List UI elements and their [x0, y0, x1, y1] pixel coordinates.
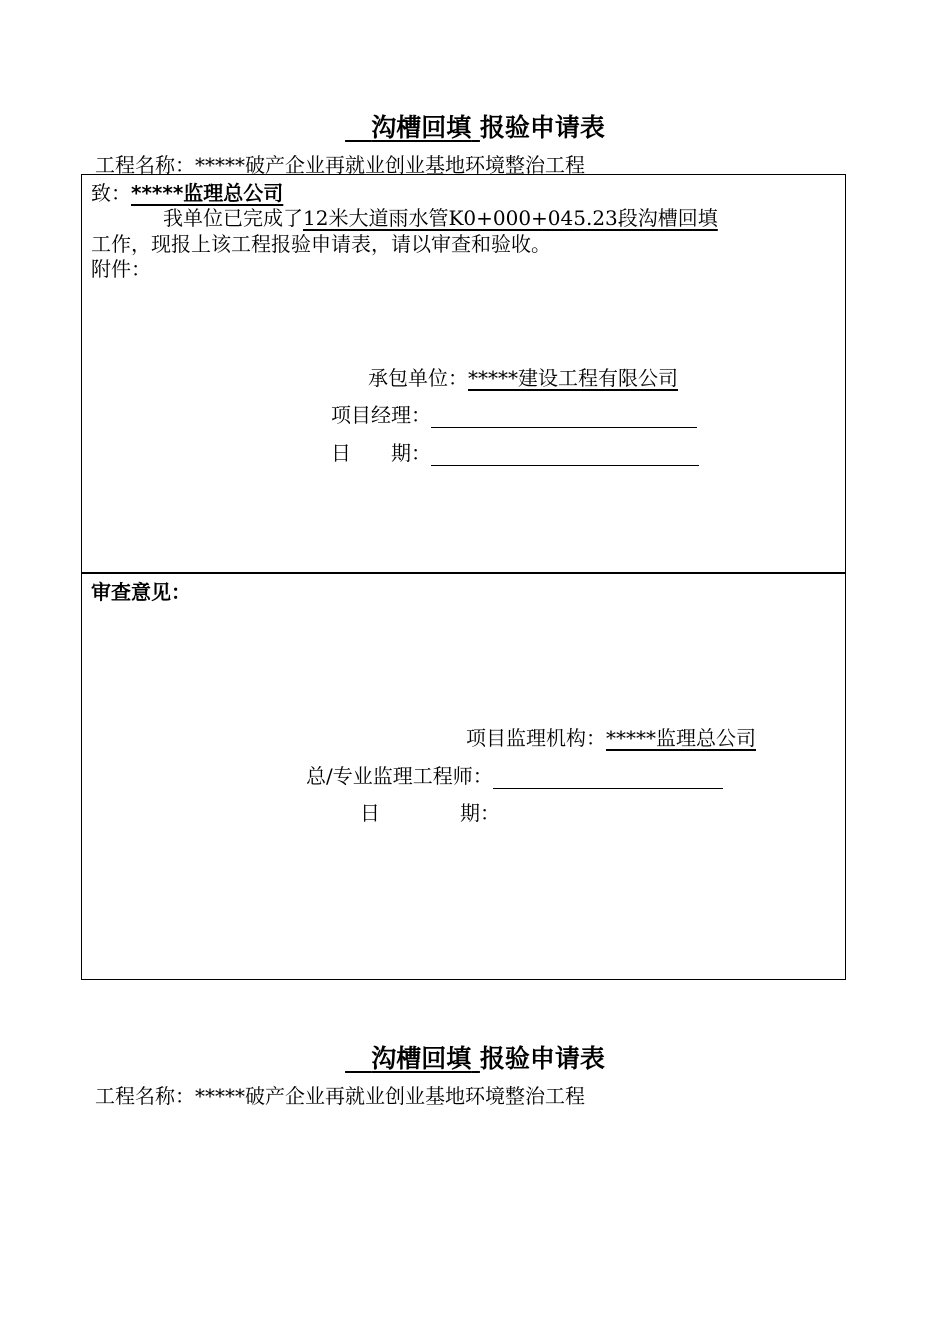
review-label: 审查意见： [91, 580, 191, 604]
manager-signature-line [431, 407, 697, 428]
form-title-suffix: 报验申请表 [479, 113, 605, 142]
contractor-line [368, 362, 678, 391]
contractor-label: 承包单位： [368, 366, 468, 390]
to-value: *****监理总公司 [131, 181, 284, 205]
date-line [331, 437, 699, 466]
review-section [81, 572, 846, 980]
date-label: 日 期： [331, 441, 431, 465]
body-line1-prefix: 我单位已完成了 [163, 206, 303, 230]
to-label: 致： [91, 181, 131, 205]
project-label-2: 工程名称： [95, 1084, 195, 1108]
form-title [0, 108, 950, 144]
form-title-prefix: 沟槽回填 [371, 113, 472, 142]
date-signature-line [431, 445, 699, 466]
engineer-line [306, 760, 723, 789]
project-label: 工程名称： [95, 153, 195, 177]
body-line-1 [163, 202, 718, 231]
work-description: 12米大道雨水管K0+000+045.23段沟槽回填 [303, 206, 718, 230]
application-section [81, 174, 846, 574]
manager-label: 项目经理： [331, 403, 431, 427]
form-title-2 [0, 1039, 950, 1075]
contractor-value: *****建设工程有限公司 [468, 366, 678, 390]
project-name-2: *****破产企业再就业创业基地环境整治工程 [195, 1084, 585, 1108]
review-date-label: 日 期： [360, 801, 500, 825]
engineer-label: 总/专业监理工程师： [306, 764, 493, 788]
form-title-2-suffix: 报验申请表 [479, 1044, 605, 1073]
body-line-2: 工作，现报上该工程报验申请表，请以审查和验收。 [91, 232, 551, 256]
engineer-signature-line [493, 768, 723, 789]
project-name-line-2 [95, 1080, 585, 1109]
manager-line [331, 399, 697, 428]
supervision-org-value: *****监理总公司 [606, 726, 756, 750]
form-title-2-prefix: 沟槽回填 [371, 1044, 472, 1073]
attachment-label: 附件： [91, 257, 151, 281]
supervision-org-line [466, 722, 756, 751]
supervision-org-label: 项目监理机构： [466, 726, 606, 750]
project-name: *****破产企业再就业创业基地环境整治工程 [195, 153, 585, 177]
